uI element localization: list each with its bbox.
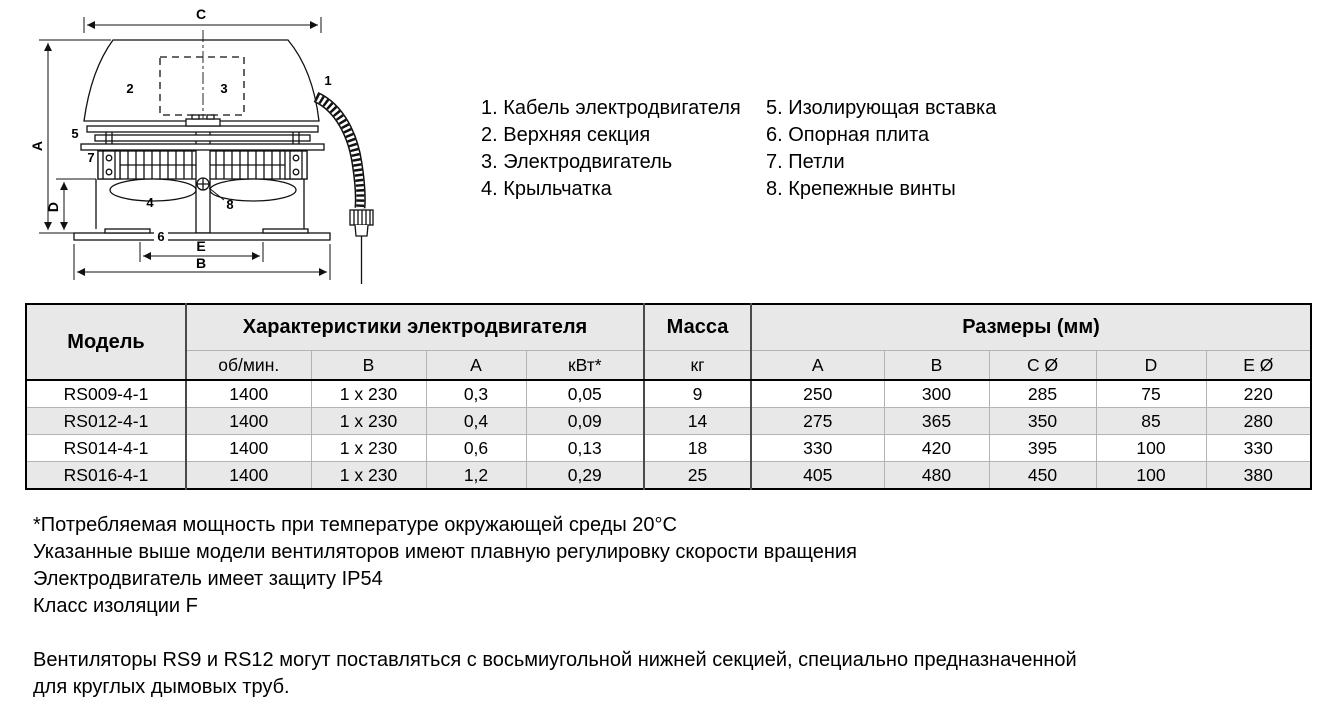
col-group-motor: Характеристики электродвигателя [186, 304, 644, 351]
subheader-dim-e: E Ø [1206, 351, 1311, 381]
model-cell: RS012-4-1 [26, 408, 186, 435]
model-cell: RS009-4-1 [26, 380, 186, 408]
col-group-dimensions: Размеры (мм) [751, 304, 1311, 351]
legend-item-5: 5. Изолирующая вставка [766, 97, 997, 119]
legend-item-4: 4. Крыльчатка [481, 178, 612, 200]
note-octagonal-section-line-1: Вентиляторы RS9 и RS12 могут поставляться с восьмиугольной нижней секцией, специально предназначенной [33, 649, 1077, 671]
cell: 18 [644, 435, 751, 462]
cell: 220 [1206, 380, 1311, 408]
subheader-kg: кг [644, 351, 751, 381]
motor-hub [186, 119, 220, 126]
cell: 14 [644, 408, 751, 435]
note-insulation-class: Класс изоляции F [33, 595, 198, 617]
cell: 1 x 230 [311, 462, 426, 490]
note-power: *Потребляемая мощность при температуре окружающей среды 20°C [33, 514, 677, 536]
cell: 0,6 [426, 435, 526, 462]
motor-cable [316, 97, 373, 284]
spec-table [25, 303, 1312, 490]
cell: 250 [751, 380, 884, 408]
parts-legend [481, 95, 996, 203]
part-label-3: 3 [220, 81, 228, 96]
dim-label-b: B [195, 255, 207, 271]
cell: 0,09 [526, 408, 644, 435]
col-header-model: Модель [26, 304, 186, 380]
part-label-1: 1 [324, 73, 332, 88]
roof-fan-diagram [10, 0, 465, 298]
cell: 280 [1206, 408, 1311, 435]
cell: 0,4 [426, 408, 526, 435]
table-row [26, 380, 1311, 408]
cell: 1,2 [426, 462, 526, 490]
impeller-blade-right [210, 179, 296, 201]
model-cell: RS014-4-1 [26, 435, 186, 462]
part-label-5: 5 [71, 126, 79, 141]
cell: 0,05 [526, 380, 644, 408]
cell: 420 [884, 435, 989, 462]
part-label-6: 6 [157, 229, 165, 244]
cell: 100 [1096, 462, 1206, 490]
legend-item-7: 7. Петли [766, 151, 845, 173]
col-group-mass: Масса [644, 304, 751, 351]
parts-legend-column-2 [766, 95, 996, 203]
table-row [26, 462, 1311, 490]
cell: 1400 [186, 462, 311, 490]
legend-item-1: 1. Кабель электродвигателя [481, 97, 741, 119]
dim-label-a: A [29, 140, 45, 152]
cell: 1 x 230 [311, 380, 426, 408]
model-cell: RS016-4-1 [26, 462, 186, 490]
top-section-shape [84, 40, 319, 121]
cell: 450 [989, 462, 1096, 490]
part-label-8: 8 [226, 197, 234, 212]
part-label-2: 2 [126, 81, 134, 96]
figure-section [0, 0, 1336, 303]
cell: 85 [1096, 408, 1206, 435]
cell: 75 [1096, 380, 1206, 408]
subheader-dim-a: A [751, 351, 884, 381]
cell: 100 [1096, 435, 1206, 462]
table-row [26, 435, 1311, 462]
cell: 0,3 [426, 380, 526, 408]
cell: 395 [989, 435, 1096, 462]
cell: 330 [1206, 435, 1311, 462]
cell: 1400 [186, 408, 311, 435]
plate-top [87, 126, 318, 132]
cell: 1400 [186, 435, 311, 462]
cell: 405 [751, 462, 884, 490]
table-row [26, 408, 1311, 435]
part-label-4: 4 [146, 195, 154, 210]
cell: 480 [884, 462, 989, 490]
subheader-dim-d: D [1096, 351, 1206, 381]
legend-item-3: 3. Электродвигатель [481, 151, 673, 173]
legend-item-6: 6. Опорная плита [766, 124, 930, 146]
footnotes [33, 512, 1336, 701]
note-octagonal-section-line-2: для круглых дымовых труб. [33, 676, 290, 698]
subheader-kw: кВт* [526, 351, 644, 381]
part-label-7: 7 [87, 150, 95, 165]
cell: 285 [989, 380, 1096, 408]
cell: 0,13 [526, 435, 644, 462]
cell: 1400 [186, 380, 311, 408]
dim-label-e: E [196, 238, 206, 254]
motor-dashed-box [160, 57, 244, 115]
note-ip-rating: Электродвигатель имеет защиту IP54 [33, 568, 383, 590]
cell: 25 [644, 462, 751, 490]
subheader-dim-c: C Ø [989, 351, 1096, 381]
parts-legend-column-1 [481, 95, 766, 203]
plate-bottom [81, 144, 324, 150]
legend-item-8: 8. Крепежные винты [766, 178, 956, 200]
cell: 275 [751, 408, 884, 435]
cell: 300 [884, 380, 989, 408]
cell: 0,29 [526, 462, 644, 490]
legend-item-2: 2. Верхняя секция [481, 124, 651, 146]
subheader-volts: В [311, 351, 426, 381]
cell: 380 [1206, 462, 1311, 490]
dim-label-d: D [45, 201, 61, 213]
subheader-amps: А [426, 351, 526, 381]
dim-label-c: C [195, 6, 207, 22]
cell: 350 [989, 408, 1096, 435]
cell: 1 x 230 [311, 435, 426, 462]
note-speed-control: Указанные выше модели вентиляторов имеют плавную регулировку скорости вращения [33, 541, 857, 563]
cell: 330 [751, 435, 884, 462]
subheader-dim-b: B [884, 351, 989, 381]
cell: 9 [644, 380, 751, 408]
cell: 1 x 230 [311, 408, 426, 435]
cell: 365 [884, 408, 989, 435]
subheader-rpm: об/мин. [186, 351, 311, 381]
fan-outline [74, 40, 330, 240]
plate-mid [95, 135, 310, 141]
